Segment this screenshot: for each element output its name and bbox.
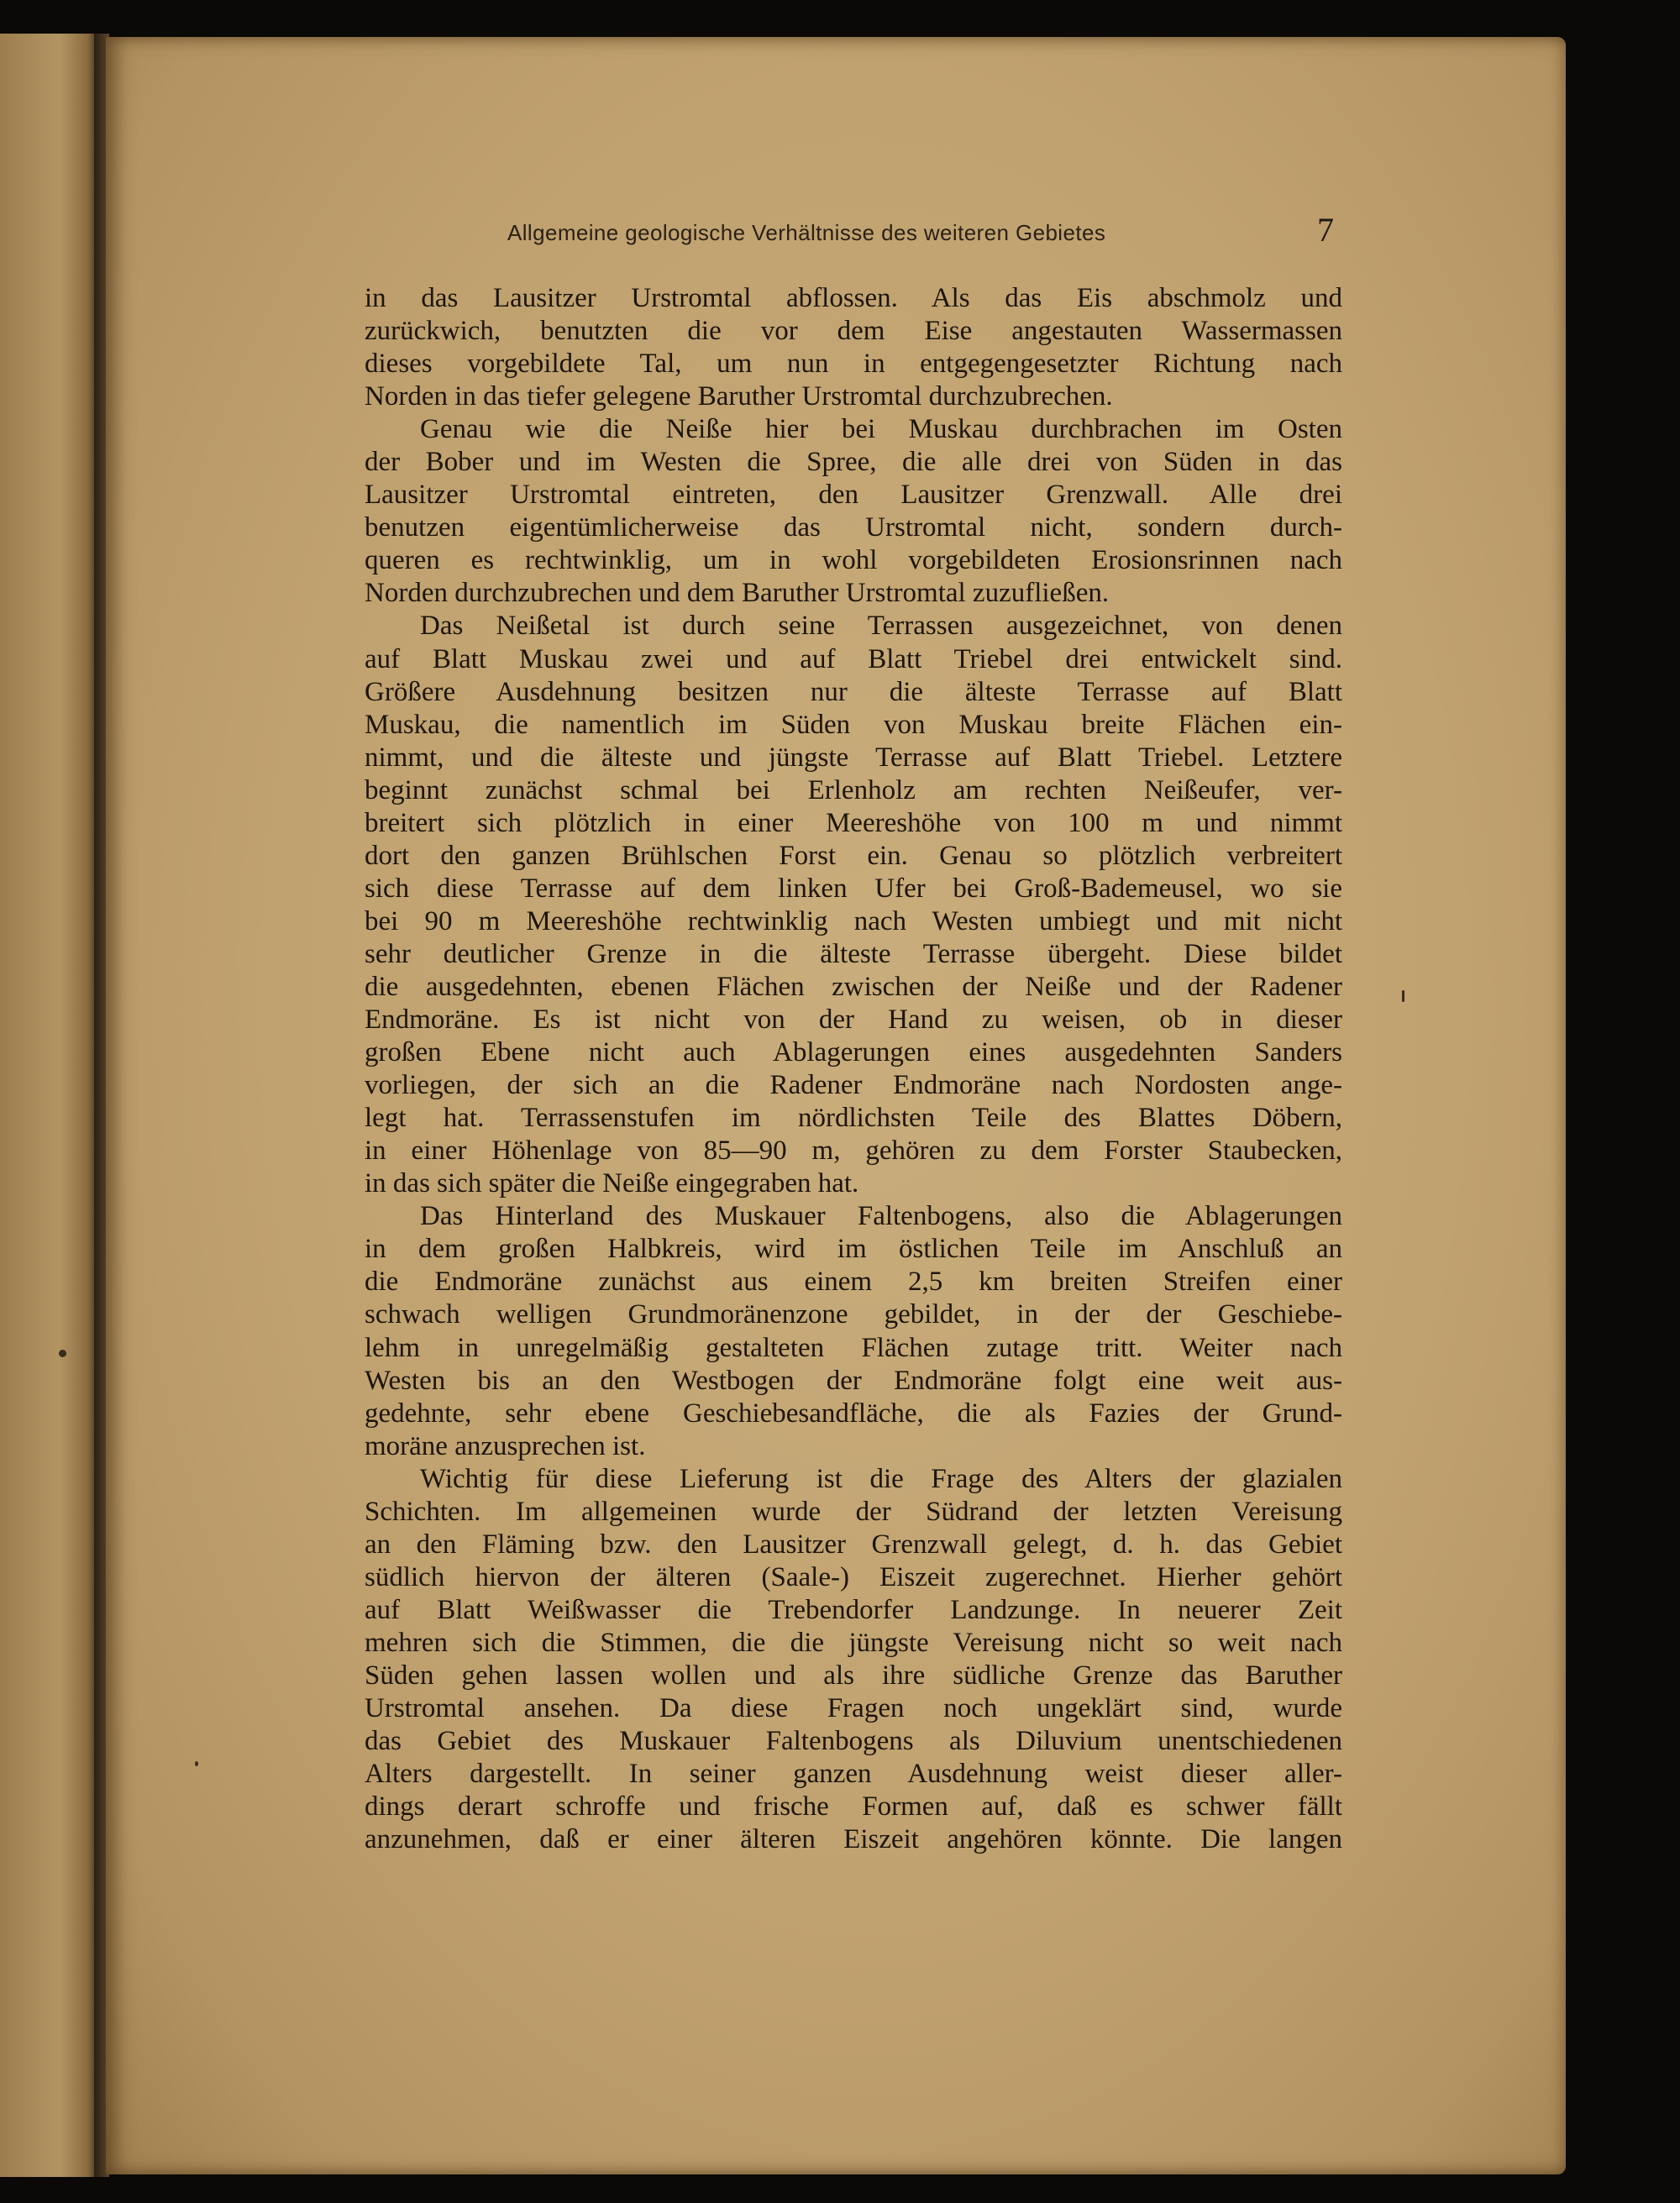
text-line: Das Neißetal ist durch seine Terrassen ausgezeichnet, von denen bbox=[420, 611, 1342, 642]
text-line: mehren sich die Stimmen, die die jüngste Vereisung nicht so weit nach bbox=[365, 1627, 1342, 1658]
text-line: südlich hiervon der älteren (Saale-) Eiszeit zugerechnet. Hierher gehört bbox=[365, 1561, 1342, 1592]
text-line: dieses vorgebildete Tal, um nun in entgegengesetzter Richtung nach bbox=[365, 349, 1342, 380]
text-line: Muskau, die namentlich im Süden von Muskau breite Flächen ein- bbox=[365, 709, 1342, 740]
text-line: beginnt zunächst schmal bei Erlenholz am rechten Neißeufer, ver- bbox=[365, 774, 1342, 805]
text-line: Genau wie die Neiße hier bei Muskau durchbrachen im Osten bbox=[420, 414, 1342, 445]
text-line: legt hat. Terrassenstufen im nördlichsten Teile des Blattes Döbern, bbox=[365, 1103, 1342, 1134]
text-line: Größere Ausdehnung besitzen nur die älteste Terrasse auf Blatt bbox=[365, 676, 1342, 707]
text-line: der Bober und im Westen die Spree, die alle drei von Süden in das bbox=[365, 447, 1342, 478]
text-line: Norden in das tiefer gelegene Baruther Urstromtal durchzubrechen. bbox=[365, 381, 1113, 412]
text-line: nimmt, und die älteste und jüngste Terrasse auf Blatt Triebel. Letztere bbox=[365, 742, 1342, 773]
text-line: dort den ganzen Brühlschen Forst ein. Genau so plötzlich verbreitert bbox=[365, 840, 1342, 871]
text-line: in einer Höhenlage von 85—90 m, gehören zu dem Forster Staubecken, bbox=[365, 1136, 1342, 1167]
text-line: sehr deutlicher Grenze in die älteste Terrasse übergeht. Diese bildet bbox=[365, 938, 1342, 969]
text-line: anzunehmen, daß er einer älteren Eiszeit angehören könnte. Die langen bbox=[365, 1824, 1342, 1855]
text-line: das Gebiet des Muskauer Faltenbogens als Diluvium unentschiedenen bbox=[365, 1726, 1342, 1757]
text-line: Norden durchzubrechen und dem Baruther Urstromtal zuzufließen. bbox=[365, 578, 1110, 609]
text-line: queren es rechtwinklig, um in wohl vorgebildeten Erosionsrinnen nach bbox=[365, 545, 1342, 576]
text-line: die ausgedehnten, ebenen Flächen zwischen der Neiße und der Radener bbox=[365, 971, 1342, 1002]
text-line: Endmoräne. Es ist nicht von der Hand zu weisen, ob in dieser bbox=[365, 1004, 1342, 1036]
text-line: bei 90 m Meereshöhe rechtwinklig nach Westen umbiegt und mit nicht bbox=[365, 905, 1342, 936]
text-line: moräne anzusprechen ist. bbox=[365, 1430, 646, 1461]
text-line: gedehnte, sehr ebene Geschiebesandfläche, die als Fazies der Grund- bbox=[365, 1398, 1342, 1429]
facing-page-edge bbox=[0, 34, 99, 2177]
text-line: in dem großen Halbkreis, wird im östlichen Teile im Anschluß an bbox=[365, 1234, 1342, 1265]
paper-speck bbox=[1402, 990, 1404, 1002]
text-line: sich diese Terrasse auf dem linken Ufer bei Groß-Bademeusel, wo sie bbox=[365, 873, 1342, 904]
text-line: Westen bis an den Westbogen der Endmoräne folgt eine weit aus- bbox=[365, 1365, 1342, 1396]
text-line: auf Blatt Weißwasser die Trebendorfer Landzunge. In neuerer Zeit bbox=[365, 1594, 1342, 1625]
text-line: in das Lausitzer Urstromtal abflossen. Als das Eis abschmolz und bbox=[365, 283, 1342, 313]
running-head: Allgemeine geologische Verhältnisse des weiteren Gebietes bbox=[507, 220, 1106, 245]
text-line: Schichten. Im allgemeinen wurde der Südrand der letzten Vereisung bbox=[365, 1496, 1342, 1527]
text-line: breitert sich plötzlich in einer Meereshöhe von 100 m und nimmt bbox=[365, 807, 1342, 838]
text-line: vorliegen, der sich an die Radener Endmoräne nach Nordosten ange- bbox=[365, 1070, 1342, 1101]
text-line: Das Hinterland des Muskauer Faltenbogens, also die Ablagerungen bbox=[420, 1201, 1342, 1232]
text-line: zurückwich, benutzten die vor dem Eise angestauten Wassermassen bbox=[365, 316, 1342, 347]
text-line: Urstromtal ansehen. Da diese Fragen noch ungeklärt sind, wurde bbox=[365, 1693, 1342, 1724]
page-number: 7 bbox=[1317, 211, 1334, 249]
text-line: dings derart schroffe und frische Formen auf, daß es schwer fällt bbox=[365, 1791, 1342, 1823]
text-line: Süden gehen lassen wollen und als ihre südliche Grenze das Baruther bbox=[365, 1660, 1342, 1691]
text-line: Lausitzer Urstromtal eintreten, den Lausitzer Grenzwall. Alle drei bbox=[365, 480, 1342, 511]
text-line: Alters dargestellt. In seiner ganzen Ausdehnung weist dieser aller- bbox=[365, 1759, 1342, 1790]
text-line: die Endmoräne zunächst aus einem 2,5 km breiten Streifen einer bbox=[365, 1267, 1342, 1298]
text-line: Wichtig für diese Lieferung ist die Frage des Alters der glazialen bbox=[420, 1463, 1342, 1494]
text-line: schwach welligen Grundmoränenzone gebildet, in der der Geschiebe- bbox=[365, 1299, 1342, 1330]
text-line: großen Ebene nicht auch Ablagerungen eines ausgedehnten Sanders bbox=[365, 1037, 1342, 1068]
body-text bbox=[365, 282, 1342, 1856]
text-line: benutzen eigentümlicherweise das Urstromtal nicht, sondern durch- bbox=[365, 512, 1342, 543]
paper-speck bbox=[195, 1761, 198, 1766]
text-line: in das sich später die Neiße eingegraben hat. bbox=[365, 1168, 859, 1199]
text-line: an den Fläming bzw. den Lausitzer Grenzwall gelegt, d. h. das Gebiet bbox=[365, 1529, 1342, 1560]
text-line: lehm in unregelmäßig gestalteten Flächen zutage tritt. Weiter nach bbox=[365, 1332, 1342, 1363]
text-line: auf Blatt Muskau zwei und auf Blatt Triebel drei entwickelt sind. bbox=[365, 643, 1342, 674]
paper-speck bbox=[59, 1350, 66, 1357]
